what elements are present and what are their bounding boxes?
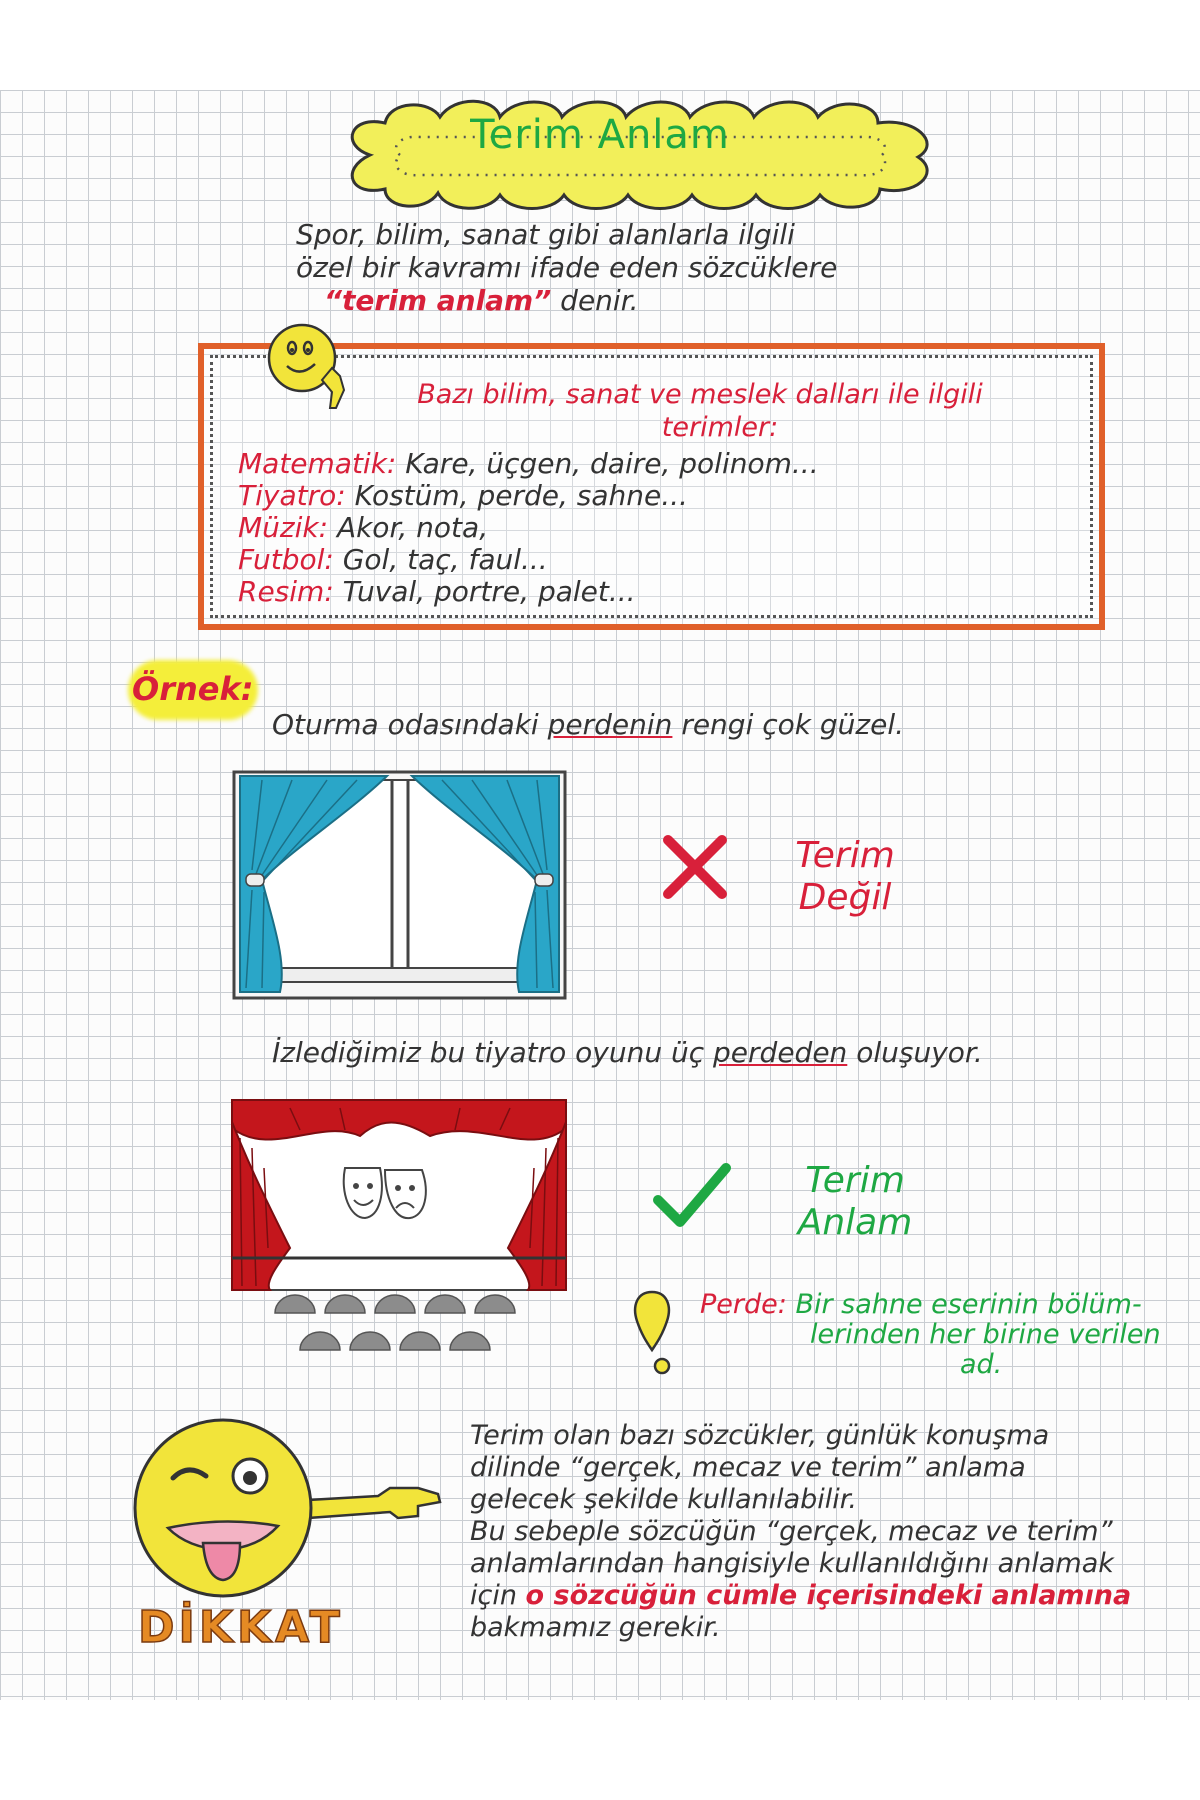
verdict-not-term [770,835,920,919]
term-row [238,448,819,480]
term-value: Tuval, portre, palet... [342,575,636,608]
dikkat-line [470,1580,1190,1612]
term-row [238,480,688,512]
dikkat-paragraph [470,1420,1190,1644]
example2-word: perdeden [713,1036,848,1069]
example1-word: perdenin [547,708,673,741]
intro-line: özel bir kavramı ifade eden sözcüklere [296,251,838,284]
term-label: Matematik: [238,447,397,480]
term-label: Tiyatro: [238,479,346,512]
intro-paragraph [296,218,976,317]
term-value: Akor, nota, [336,511,489,544]
winking-smiley-pointing-icon [128,1408,468,1608]
dikkat-line: Terim olan bazı sözcükler, günlük konuşma [470,1420,1050,1451]
box-heading [330,378,1070,444]
dikkat-line: dilinde “gerçek, mecaz ve terim” anlama [470,1452,1026,1483]
example2-before: İzlediğimiz bu tiyatro oyunu üç [272,1036,714,1069]
term-value: Kare, üçgen, daire, polinom... [405,447,819,480]
example2-after: oluşuyor. [847,1036,983,1069]
verdict-line: Terim [795,835,895,876]
definition-line [700,1290,1200,1320]
definition-line: ad. [960,1349,1003,1380]
definition-label: Perde: [700,1289,787,1320]
box-heading-line: Bazı bilim, sanat ve meslek dalları ile ilgili [417,379,983,410]
intro-line [296,284,976,317]
term-label: Müzik: [238,511,329,544]
example-label: Örnek: [132,670,254,708]
intro-term-anlam: “terim anlam” [324,284,552,317]
term-label: Futbol: [238,543,334,576]
theater-stage-illustration [230,1098,570,1368]
example1-sentence [272,708,904,741]
term-value: Gol, taç, faul... [342,543,548,576]
term-label: Resim: [238,575,334,608]
dikkat-line: anlamlarından hangisiyle kullanıldığını anlamak [470,1548,1114,1579]
window-curtain-illustration [232,770,567,1000]
box-heading-line: terimler: [661,412,779,443]
verdict-term [780,1160,930,1244]
intro-end: denir. [551,284,639,317]
red-x-icon [660,832,730,902]
example2-sentence [272,1036,983,1069]
green-checkmark-icon [652,1162,732,1232]
dikkat-line: Bu sebeple sözcüğün “gerçek, mecaz ve terim” [470,1516,1113,1547]
page-title: Terim Anlam [470,112,730,158]
term-row [238,512,488,544]
term-value: Kostüm, perde, sahne... [354,479,688,512]
dikkat-line: bakmamız gerekir. [470,1612,721,1643]
term-row [238,576,636,608]
example1-after: rengi çok güzel. [672,708,905,741]
verdict-line: Değil [798,877,892,918]
perde-definition [700,1290,1200,1380]
dikkat-emphasis: o sözcüğün cümle içerisindeki anlamına [525,1580,1132,1611]
dikkat-line6-pre: için [470,1580,526,1611]
example1-before: Oturma odasındaki [272,708,548,741]
dikkat-line: gelecek şekilde kullanılabilir. [470,1484,857,1515]
verdict-line: Terim [805,1160,905,1201]
verdict-line: Anlam [797,1202,913,1243]
exclamation-icon [622,1286,682,1376]
intro-line: Spor, bilim, sanat gibi alanlarla ilgili [296,218,795,251]
dikkat-word: DİKKAT [138,1602,344,1653]
term-row [238,544,548,576]
definition-text: Bir sahne eserinin bölüm- [795,1289,1142,1320]
definition-line: lerinden her birine verilen [810,1319,1161,1350]
